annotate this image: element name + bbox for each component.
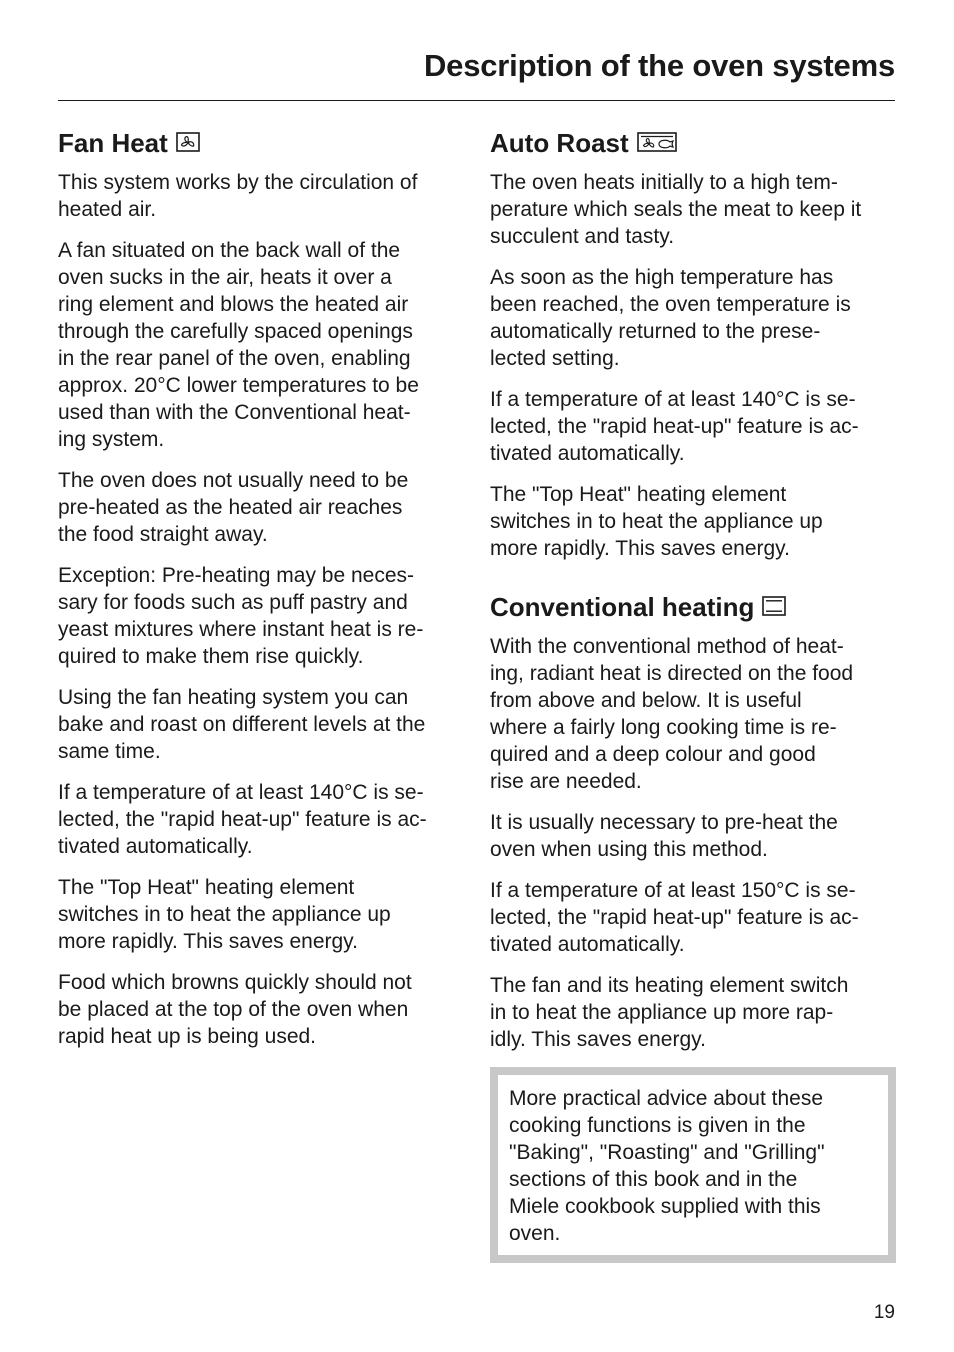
auto-roast-paragraph: If a temperature of at least 140°C is se- lected, the "rapid heat-up" feature is ac- tivated automatically. <box>490 388 859 466</box>
fan-heat-paragraph: The oven does not usually need to be pre-heated as the heated air reaches the food straight away. <box>58 469 409 547</box>
conventional-heating-paragraph: If a temperature of at least 150°C is se- lected, the "rapid heat-up" feature is ac- tivated automatically. <box>490 879 859 957</box>
auto-roast-heading-text: Auto Roast <box>490 128 629 159</box>
fan-heat-icon <box>176 132 200 152</box>
fan-heat-paragraph: A fan situated on the back wall of the oven sucks in the air, heats it over a ring element and blows the heated air through the carefully spaced openings in the rear panel of the oven, enabling approx. 20°C lower temperatures to be used than with the Conventional heat- ing system. <box>58 239 419 452</box>
fan-heat-paragraph: The "Top Heat" heating element switches in to heat the appliance up more rapidly. This saves energy. <box>58 876 391 954</box>
fan-heat-paragraph: Food which browns quickly should not be placed at the top of the oven when rapid heat up is being used. <box>58 971 412 1049</box>
fan-heat-heading-text: Fan Heat <box>58 128 168 159</box>
right-column <box>490 124 900 1263</box>
auto-roast-icon <box>637 132 677 152</box>
conventional-heating-icon <box>762 596 786 616</box>
fan-heat-heading <box>58 124 468 160</box>
conventional-heating-paragraph: It is usually necessary to pre-heat the oven when using this method. <box>490 811 838 862</box>
auto-roast-heading <box>490 124 900 160</box>
conventional-heating-heading-text: Conventional heating <box>490 592 755 623</box>
page-number: 19 <box>873 1302 895 1323</box>
advice-text: More practical advice about these cooking functions is given in the "Baking", "Roasting" and "Grilling" sections of this book and in the Miele cookbook supplied with this oven. <box>509 1087 825 1246</box>
page-title: Description of the oven systems <box>424 48 895 83</box>
auto-roast-paragraph: The oven heats initially to a high tem- perature which seals the meat to keep it succulent and tasty. <box>490 171 862 249</box>
title-divider <box>58 100 895 101</box>
auto-roast-paragraph: As soon as the high temperature has been reached, the oven temperature is automatically returned to the prese- lected setting. <box>490 266 851 371</box>
fan-heat-paragraph: Using the fan heating system you can bake and roast on different levels at the same time. <box>58 686 426 764</box>
conventional-heating-heading <box>490 588 900 624</box>
left-column <box>58 124 468 1064</box>
conventional-heating-paragraph: The fan and its heating element switch in to heat the appliance up more rap- idly. This saves energy. <box>490 974 849 1052</box>
advice-box <box>490 1067 896 1263</box>
conventional-heating-paragraph: With the conventional method of heat- ing, radiant heat is directed on the food from above and below. It is useful where a fairly long cooking time is re- quired and a deep colour and good rise are needed. <box>490 635 854 794</box>
fan-heat-paragraph: If a temperature of at least 140°C is se- lected, the "rapid heat-up" feature is ac- tivated automatically. <box>58 781 427 859</box>
fan-heat-paragraph: Exception: Pre-heating may be neces- sary for foods such as puff pastry and yeast mixtures where instant heat is re- quired to make them rise quickly. <box>58 564 424 669</box>
fan-heat-paragraph: This system works by the circulation of heated air. <box>58 171 418 222</box>
auto-roast-paragraph: The "Top Heat" heating element switches in to heat the appliance up more rapidly. This saves energy. <box>490 483 823 561</box>
